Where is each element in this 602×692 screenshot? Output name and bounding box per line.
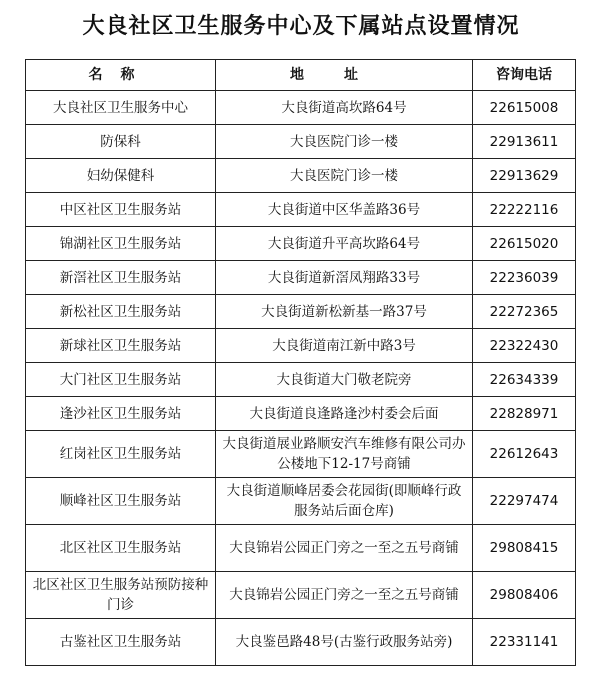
- station-name: 逢沙社区卫生服务站: [26, 397, 216, 431]
- station-address: 大良鉴邑路48号(古鉴行政服务站旁): [216, 619, 473, 666]
- station-phone: 22634339: [473, 363, 576, 397]
- station-address: 大良街道展业路顺安汽车维修有限公司办公楼地下12-17号商铺: [216, 431, 473, 478]
- station-name: 新松社区卫生服务站: [26, 295, 216, 329]
- table-row: [26, 91, 576, 125]
- station-phone: 22222116: [473, 193, 576, 227]
- table-row: [26, 478, 576, 525]
- station-phone: 29808406: [473, 572, 576, 619]
- station-address: 大良街道升平高坎路64号: [216, 227, 473, 261]
- station-phone: 22828971: [473, 397, 576, 431]
- column-header-name: 名称: [26, 60, 216, 91]
- station-name: 新滘社区卫生服务站: [26, 261, 216, 295]
- station-address: 大良街道顺峰居委会花园街(即顺峰行政服务站后面仓库): [216, 478, 473, 525]
- station-name: 中区社区卫生服务站: [26, 193, 216, 227]
- table-row: [26, 397, 576, 431]
- column-header-phone: 咨询电话: [473, 60, 576, 91]
- station-name: 顺峰社区卫生服务站: [26, 478, 216, 525]
- station-phone: 22615008: [473, 91, 576, 125]
- station-address: 大良街道良逢路逢沙村委会后面: [216, 397, 473, 431]
- station-phone: 22322430: [473, 329, 576, 363]
- station-phone: 22236039: [473, 261, 576, 295]
- station-phone: 22615020: [473, 227, 576, 261]
- station-phone: 22331141: [473, 619, 576, 666]
- station-name: 北区社区卫生服务站预防接种门诊: [26, 572, 216, 619]
- table-row: [26, 193, 576, 227]
- table-row: [26, 227, 576, 261]
- station-phone: 22913611: [473, 125, 576, 159]
- station-phone: 29808415: [473, 525, 576, 572]
- page-title: 大良社区卫生服务中心及下属站点设置情况: [82, 14, 520, 39]
- station-address: 大良锦岩公园正门旁之一至之五号商铺: [216, 525, 473, 572]
- station-name: 妇幼保健科: [26, 159, 216, 193]
- table-row: [26, 295, 576, 329]
- station-address: 大良锦岩公园正门旁之一至之五号商铺: [216, 572, 473, 619]
- table-row: [26, 363, 576, 397]
- station-name: 新球社区卫生服务站: [26, 329, 216, 363]
- station-name: 防保科: [26, 125, 216, 159]
- table-header-row: [26, 60, 576, 91]
- table-row: [26, 525, 576, 572]
- station-phone: 22913629: [473, 159, 576, 193]
- station-address: 大良医院门诊一楼: [216, 125, 473, 159]
- station-address: 大良街道新滘凤翔路33号: [216, 261, 473, 295]
- station-name: 锦湖社区卫生服务站: [26, 227, 216, 261]
- station-phone: 22612643: [473, 431, 576, 478]
- stations-table: [25, 59, 576, 666]
- table-row: [26, 619, 576, 666]
- station-name: 大门社区卫生服务站: [26, 363, 216, 397]
- station-address: 大良街道南江新中路3号: [216, 329, 473, 363]
- station-name: 北区社区卫生服务站: [26, 525, 216, 572]
- station-phone: 22297474: [473, 478, 576, 525]
- table-row: [26, 431, 576, 478]
- table-row: [26, 572, 576, 619]
- station-address: 大良街道中区华盖路36号: [216, 193, 473, 227]
- station-address: 大良街道大门敬老院旁: [216, 363, 473, 397]
- station-address: 大良医院门诊一楼: [216, 159, 473, 193]
- station-name: 古鉴社区卫生服务站: [26, 619, 216, 666]
- table-row: [26, 329, 576, 363]
- table-row: [26, 159, 576, 193]
- table-row: [26, 125, 576, 159]
- station-address: 大良街道新松新基一路37号: [216, 295, 473, 329]
- station-name: 红岗社区卫生服务站: [26, 431, 216, 478]
- station-phone: 22272365: [473, 295, 576, 329]
- station-name: 大良社区卫生服务中心: [26, 91, 216, 125]
- station-address: 大良街道高坎路64号: [216, 91, 473, 125]
- column-header-address: 地址: [216, 60, 473, 91]
- table-row: [26, 261, 576, 295]
